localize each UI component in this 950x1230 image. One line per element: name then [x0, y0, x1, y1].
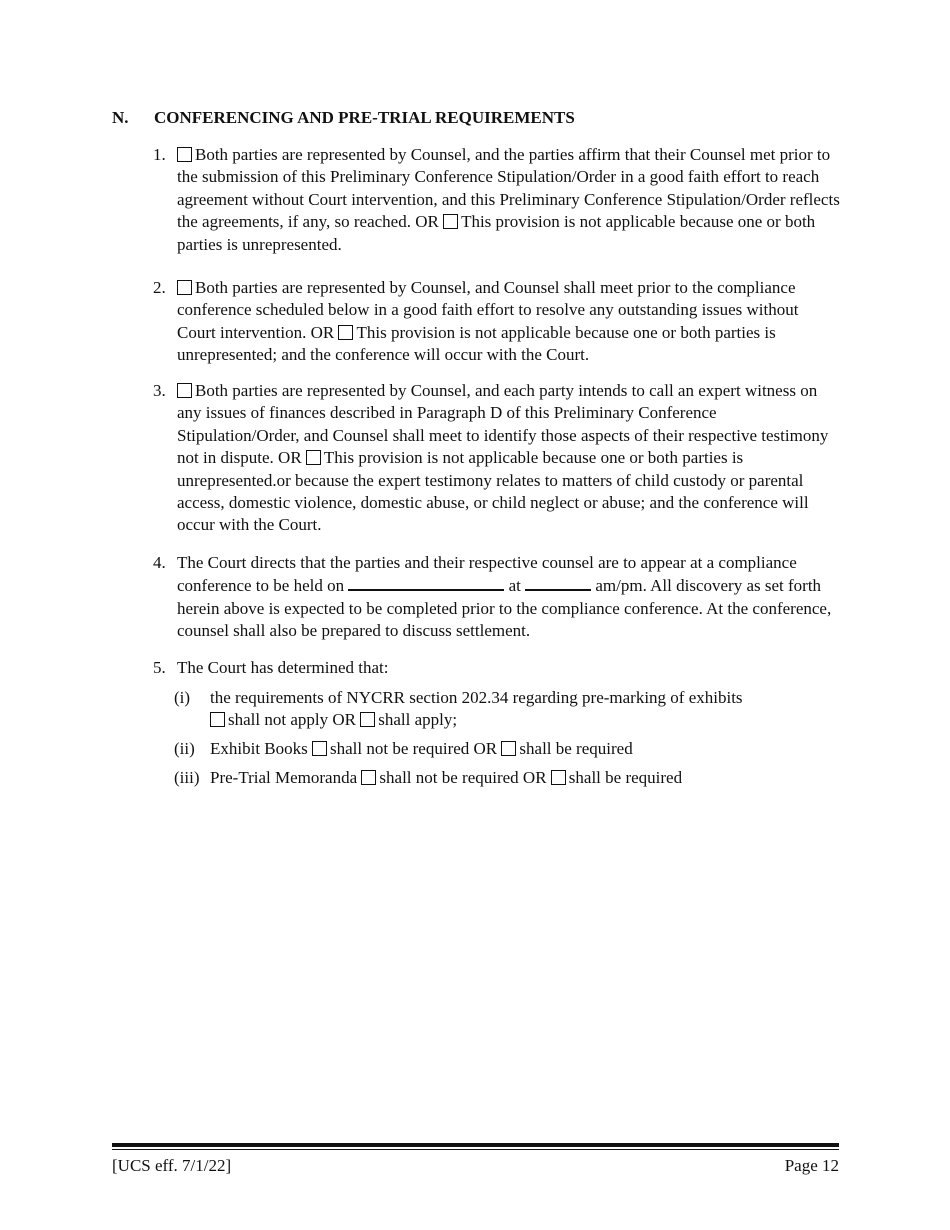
list-item-5	[153, 657, 841, 679]
section-letter: N.	[112, 108, 129, 127]
item-4-at-label: at	[508, 576, 521, 596]
item-number: 4.	[153, 553, 166, 572]
footer-form-version: [UCS eff. 7/1/22]	[112, 1156, 232, 1175]
checkbox-item-1-represented[interactable]	[177, 147, 192, 162]
list-item-2	[153, 277, 841, 367]
item-4-text-a: The Court directs that the parties and their respective counsel are to appear at a compliance conference to be held on	[177, 553, 797, 596]
item-number: 3.	[153, 381, 166, 400]
checkbox-exhibit-books-required[interactable]	[501, 741, 516, 756]
checkbox-premarking-apply[interactable]	[360, 712, 375, 727]
item-2-text-b: This provision is not applicable because one or both parties is unrepresented; and the conference will occur with the Court.	[177, 322, 776, 365]
subitem-ii-option-2: shall be required	[519, 739, 633, 758]
checkbox-premarking-not-apply[interactable]	[210, 712, 225, 727]
list-item-3	[153, 380, 841, 537]
item-number: 5.	[153, 658, 166, 677]
item-2-text-a: Both parties are represented by Counsel, and Counsel shall meet prior to the compliance conference scheduled below in a good faith effort to resolve any outstanding issues without Court intervention. OR	[177, 278, 799, 342]
checkbox-item-1-not-applicable[interactable]	[443, 214, 458, 229]
list-item-4	[153, 552, 841, 643]
footer-divider-thick	[112, 1143, 839, 1147]
subitem-numeral: (i)	[174, 688, 191, 707]
subitem-i-option-2: shall apply;	[378, 710, 458, 730]
item-3-text-b: This provision is not applicable because one or both parties is unrepresented.or because the expert testimony relates to matters of child custody or parental access, domestic violence, domestic abuse, or child neglect or abuse; and the conference will occur with the Court.	[177, 448, 809, 535]
subitem-ii-option-1: shall not be required OR	[330, 739, 498, 758]
subitem-i	[174, 687, 834, 732]
item-3-text-a: Both parties are represented by Counsel, and each party intends to call an expert witness on any issues of finances described in Paragraph D of this Preliminary Conference Stipulation/Order, and Counsel shall meet to identify those aspects of their respective testimony not in dispute. OR	[177, 381, 829, 468]
subitem-iii	[174, 767, 834, 789]
item-number: 1.	[153, 145, 166, 164]
subitem-iii-text: Pre-Trial Memoranda	[210, 768, 358, 787]
section-title: CONFERENCING AND PRE-TRIAL REQUIREMENTS	[154, 108, 575, 127]
conference-time-field[interactable]	[525, 574, 591, 591]
item-4-text-b: am/pm. All discovery as set forth herein above is expected to be completed prior to the compliance conference. At the conference, counsel shall also be prepared to discuss settlement.	[177, 576, 832, 641]
subitem-ii-text: Exhibit Books	[210, 739, 308, 758]
checkbox-item-2-represented[interactable]	[177, 280, 192, 295]
checkbox-memoranda-not-required[interactable]	[361, 770, 376, 785]
subitem-i-option-1: shall not apply OR	[228, 710, 356, 730]
subitem-numeral: (ii)	[174, 739, 195, 758]
item-5-text: The Court has determined that:	[177, 658, 389, 677]
subitem-iii-option-1: shall not be required OR	[379, 768, 547, 787]
item-number: 2.	[153, 278, 166, 297]
checkbox-item-3-not-applicable[interactable]	[306, 450, 321, 465]
item-1-text-a: Both parties are represented by Counsel, and the parties affirm that their Counsel met prior to the submission of this Preliminary Conference Stipulation/Order in a good faith effort to reach agreement without Court intervention, and this Preliminary Conference Stipulation/Order reflects the agreements, if any, so reached. OR	[177, 145, 840, 232]
subitem-i-text: the requirements of NYCRR section 202.34 regarding pre-marking of exhibits	[210, 688, 743, 707]
footer-page-number: Page 12	[784, 1156, 839, 1175]
subitem-iii-option-2: shall be required	[568, 768, 683, 787]
checkbox-item-3-represented[interactable]	[177, 383, 192, 398]
subitem-ii	[174, 738, 834, 760]
footer-divider-thin	[112, 1149, 839, 1150]
subitem-numeral: (iii)	[174, 768, 200, 787]
list-item-1	[153, 144, 841, 256]
section-heading	[112, 108, 575, 128]
conference-date-field[interactable]	[348, 574, 504, 591]
checkbox-item-2-not-applicable[interactable]	[338, 325, 353, 340]
item-1-text-b: This provision is not applicable because one or both parties is unrepresented.	[177, 212, 816, 254]
checkbox-exhibit-books-not-required[interactable]	[312, 741, 327, 756]
checkbox-memoranda-required[interactable]	[551, 770, 566, 785]
